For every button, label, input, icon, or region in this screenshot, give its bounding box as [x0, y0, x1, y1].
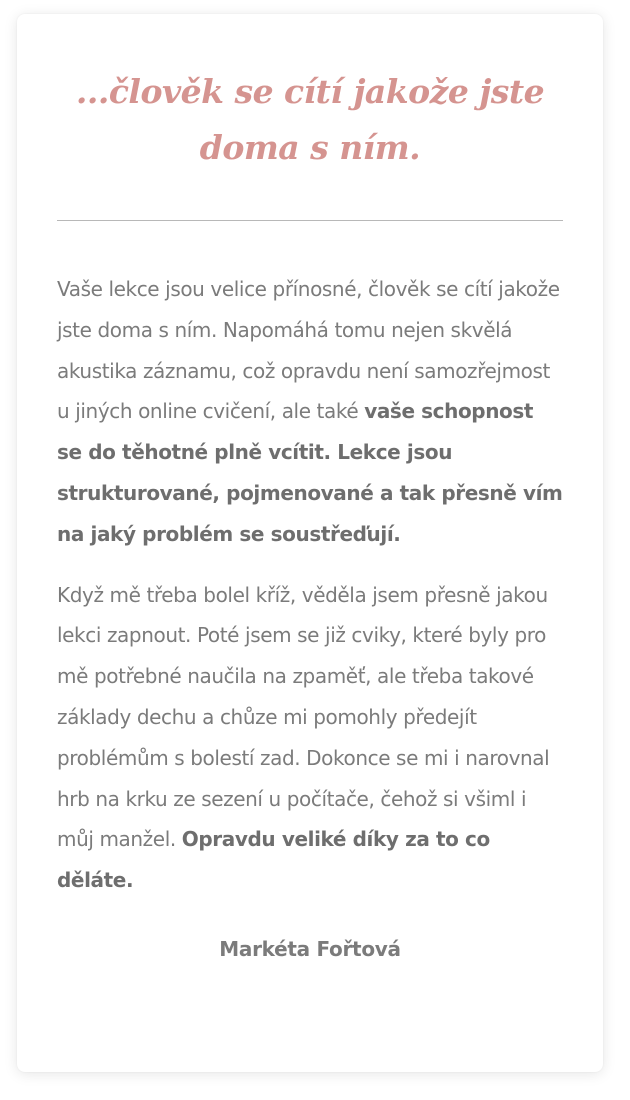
- paragraph-2-bold: Opravdu veliké díky za to co děláte.: [57, 827, 490, 893]
- testimonial-card: [17, 14, 603, 1072]
- divider: [57, 220, 563, 221]
- testimonial-headline: ...člověk se cítí jakože jste doma s ním.: [75, 72, 545, 167]
- paragraph-1-text: Vaše lekce jsou velice přínosné, člověk se cítí jakože jste doma s ním. Napomáhá tomu nejen skvělá akustika záznamu, což opravdu není samozřejmost u jiných online cvičení, ale také: [57, 277, 560, 424]
- paragraph-2-text: Když mě třeba bolel kříž, věděla jsem přesně jakou lekci zapnout. Poté jsem se již cviky, které byly pro mě potřebné naučila na zpaměť, ale třeba takové základy dechu a chůze mi pomohly předejít problémům s bolestí zad. Dokonce se mi i narovnal hrb na krku ze sezení u počítače, čehož si všiml i můj manžel.: [57, 582, 550, 852]
- paragraph-1-bold: vaše schopnost se do těhotné plně vcítit. Lekce jsou strukturované, pojmenované a tak přesně vím na jaký problém se soustřeďují.: [57, 399, 563, 546]
- testimonial-paragraph-2: [57, 575, 563, 901]
- testimonial-author: Markéta Fořtová: [219, 936, 401, 961]
- testimonial-paragraph-1: [57, 269, 563, 555]
